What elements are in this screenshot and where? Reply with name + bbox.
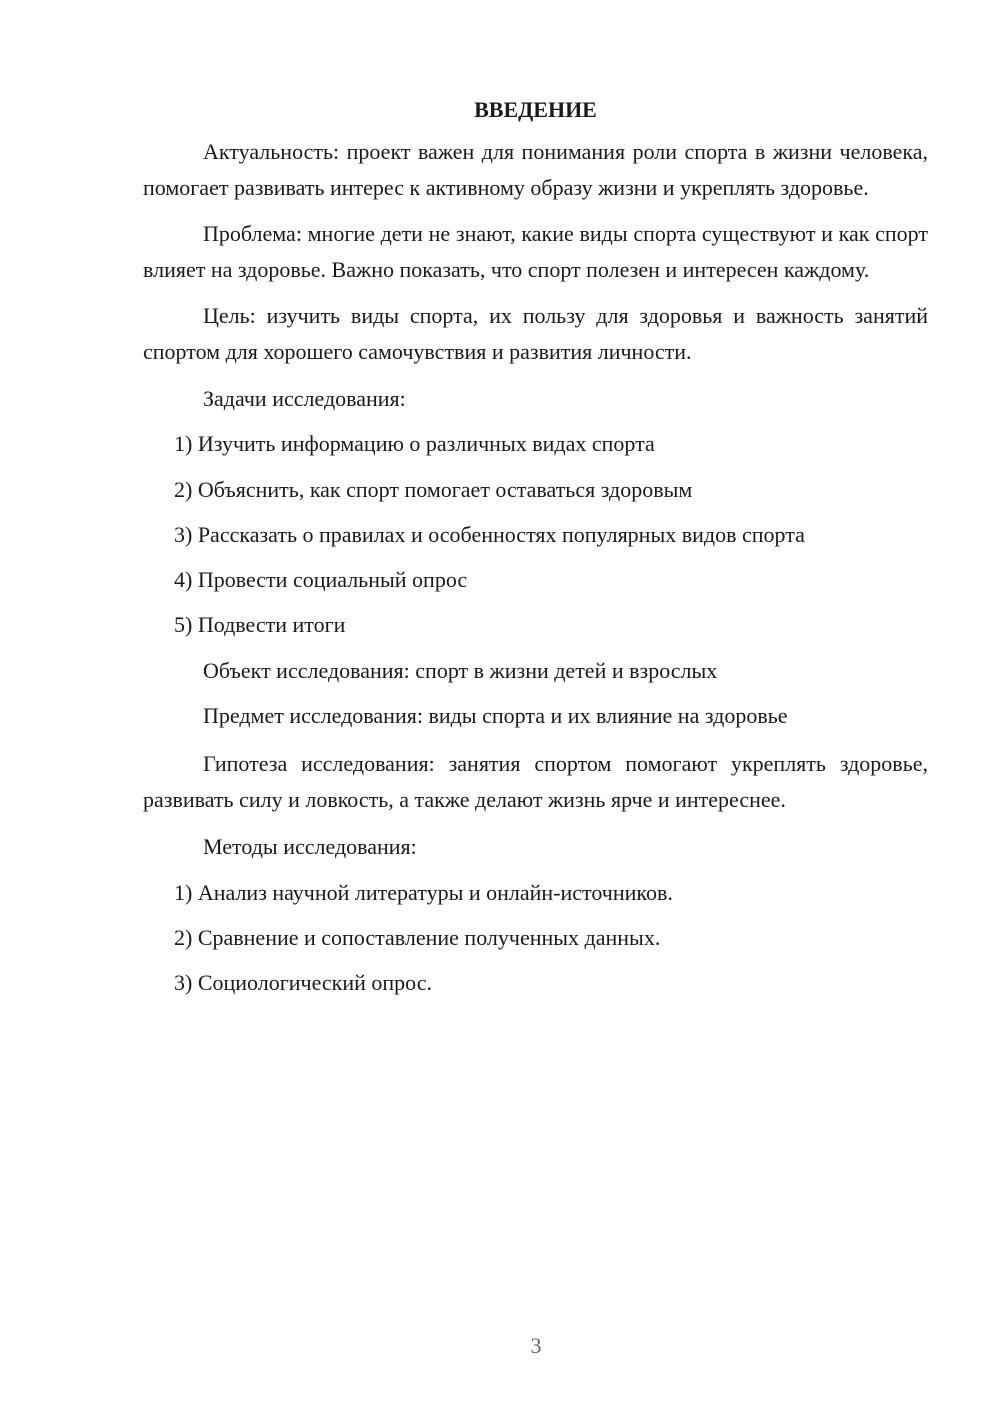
tasks-heading: Задачи исследования:: [203, 386, 406, 411]
task-item-1: 1) Изучить информацию о различных видах спорта: [174, 431, 655, 457]
method-item-2: 2) Сравнение и сопоставление полученных данных.: [174, 924, 661, 950]
research-object: Объект исследования: спорт в жизни детей и взрослых: [203, 657, 718, 683]
relevance-paragraph: Актуальность: проект важен для понимания роли спорта в жизни человека, помогает развивать интерес к активному образу жизни и укреплять здоровье.: [143, 139, 928, 200]
section-title: ВВЕДЕНИЕ: [474, 97, 597, 122]
task-item-4: 4) Провести социальный опрос: [174, 567, 468, 593]
goal-paragraph: Цель: изучить виды спорта, их пользу для здоровья и важность занятий спортом для хорошего самочувствия и развития личности.: [143, 303, 928, 364]
task-item-3: 3) Рассказать о правилах и особенностях популярных видов спорта: [174, 521, 805, 547]
problem-paragraph: Проблема: многие дети не знают, какие виды спорта существуют и как спорт влияет на здоровье. Важно показать, что спорт полезен и интересен каждому.: [143, 221, 928, 282]
task-item-2: 2) Объяснить, как спорт помогает оставаться здоровым: [174, 476, 693, 502]
methods-heading: Методы исследования:: [203, 834, 417, 860]
document-body: [143, 95, 928, 1006]
page-number: 3: [530, 1333, 542, 1358]
research-subject: Предмет исследования: виды спорта и их влияние на здоровье: [203, 703, 788, 729]
method-item-1: 1) Анализ научной литературы и онлайн-источников.: [174, 879, 673, 905]
hypothesis-paragraph: Гипотеза исследования: занятия спортом помогают укреплять здоровье, развивать силу и ловкость, а также делают жизнь ярче и интереснее.: [143, 751, 928, 813]
method-item-3: 3) Социологический опрос.: [174, 970, 432, 996]
task-item-5: 5) Подвести итоги: [174, 612, 346, 638]
